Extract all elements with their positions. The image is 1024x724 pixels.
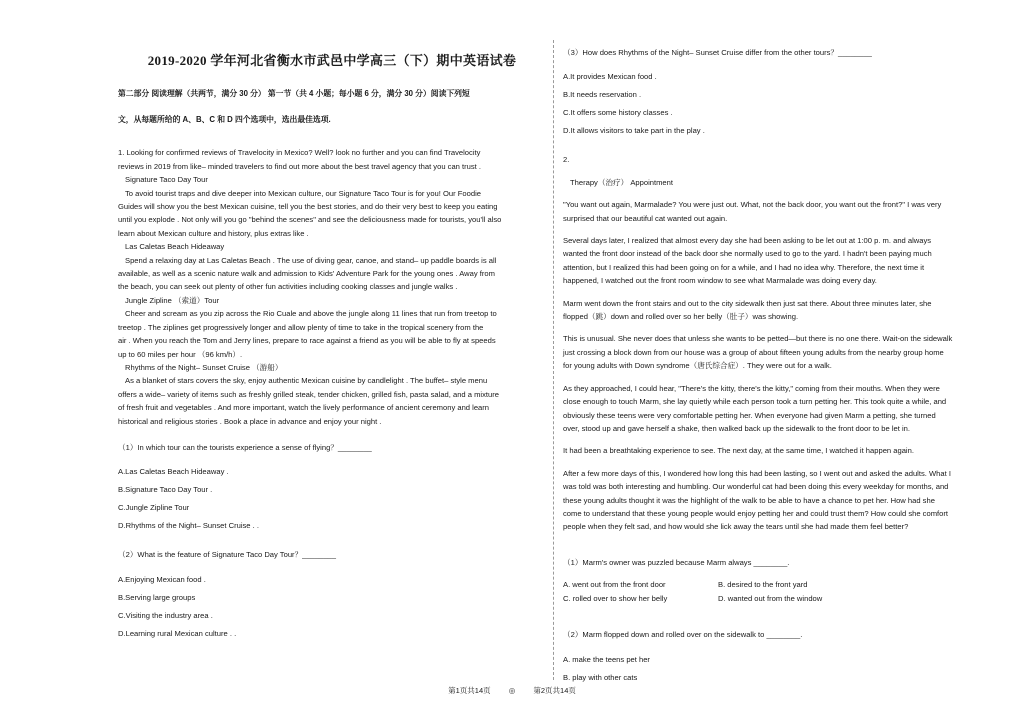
paragraph — [563, 382, 991, 436]
option-c: C.Jungle Zipline Tour — [118, 503, 190, 513]
passage-line: To avoid tourist traps and dive deeper into Mexican culture, our Signature Taco Tour is for you! Our Foodie — [125, 188, 481, 198]
option-b: B.It needs reservation . — [563, 90, 642, 100]
footer-separator: ◎ — [508, 686, 516, 695]
section-instruction-line-2: 文，从每题所给的 A、B、C 和 D 四个选项中，选出最佳选项. — [118, 115, 331, 125]
passage-line: Guides will show you the best Mexican cuisine, tell you the best stories, and do their very best to keep you eating — [118, 202, 498, 212]
paragraph — [563, 332, 991, 372]
passage-line: just crossing a block down from our house was a group of about fifteen young adults from the nearby group home — [563, 347, 944, 357]
option-a: A. make the teens pet her — [563, 654, 650, 664]
section-heading: Signature Taco Day Tour — [125, 175, 208, 185]
section-instruction-line-1: 第二部分 阅读理解（共两节，满分 30 分） 第一节（共 4 小题；每小题 6 分，满分 30 分）阅读下列短 — [118, 89, 470, 99]
page-footer — [0, 685, 1024, 696]
option-b: B.Serving large groups — [118, 592, 196, 602]
passage-line: flopped（跳）down and rolled over so her belly（肚子）was showing. — [563, 312, 799, 322]
passage-line: wanted the front door instead of the back door she normally used to go to the yard. I hadn't been paying much — [563, 249, 932, 259]
passage-line: close enough to touch Marm, she lay quietly while each person took a turn petting her. This took quite a while, and — [563, 397, 947, 407]
passage-line: learn about Mexican culture and history, plus extras like . — [118, 228, 309, 238]
question-text: （2）What is the feature of Signature Taco Day Tour？________ — [118, 550, 336, 560]
passage-line: offers a wide– variety of items such as freshly grilled steak, tender chicken, grilled fish, pasta salad, and a mixture — [118, 389, 499, 399]
option-d: D.Rhythms of the Night– Sunset Cruise . . — [118, 521, 259, 531]
passage-line: up to 60 miles per hour （96 km/h）. — [118, 349, 243, 359]
option-a: A.Enjoying Mexican food . — [118, 574, 206, 584]
passage-line: reviews in 2019 from like– minded travelers to find out more about the best travel agency that you can trust . — [118, 161, 482, 171]
passage-2-title: Therapy（治疗） Appointment — [570, 177, 673, 187]
passage-line: Several days later, I realized that almost every day she had been asking to be let out at 1:00 p. m. and always — [563, 236, 932, 246]
passage-line: these young adults thought it was the highlight of the walk to be able to have a chance to pet her. How had she — [563, 495, 935, 505]
left-column — [118, 44, 546, 643]
passage-line: After a few more days of this, I wondered how long this had been lasting, so I went out and asked the adults. What I — [563, 468, 951, 478]
paragraph — [563, 297, 991, 324]
passage-line: over, stood up and gave herself a shake, then walked back up the sidewalk to the front door to be let in. — [563, 423, 911, 433]
passage-line: for young adults with Down syndrome（唐氏综合症）. They were out for a walk. — [563, 361, 832, 371]
passage-line: was told was both interesting and humbling. Our wonderful cat had been doing this every weekday for months, and — [563, 482, 949, 492]
right-column — [563, 46, 991, 687]
passage-2-question-1 — [563, 556, 991, 606]
question-text: （2）Marm flopped down and rolled over on the sidewalk to ________. — [563, 630, 803, 640]
option-c: C.It offers some history classes . — [563, 108, 673, 118]
option-c: C. rolled over to show her belly — [563, 594, 668, 604]
passage-line: come to understand that these young people would enjoy petting her and could trust them? How could she comfort — [563, 508, 948, 518]
passage-line: happened, I watched out the front room window to see what Marmalade was doing every day. — [563, 276, 877, 286]
passage-line: the beach, you can seek out plenty of other fun activities including cooking classes and jungle walks . — [118, 282, 458, 292]
passage-line: surprised that our beautiful cat wanted out again. — [563, 213, 728, 223]
paragraph — [563, 467, 991, 534]
question-3 — [563, 46, 991, 140]
option-d: D.Learning rural Mexican culture . . — [118, 628, 237, 638]
question-1 — [118, 441, 546, 535]
passage-line: until you explode . Not only will you go "behind the scenes" and see the deliciousness made for tourists, you'll also — [118, 215, 502, 225]
question-text: （3）How does Rhythms of the Night– Sunset Cruise differ from the other tours？________ — [563, 48, 872, 57]
section-heading: Jungle Zipline （索道）Tour — [125, 295, 220, 305]
passage-line: people when they felt sad, and how would she lick away the tears until she had made them feel better? — [563, 522, 909, 532]
paragraph — [563, 198, 991, 225]
passage-line: 1. Looking for confirmed reviews of Travelocity in Mexico? Well? look no further and you can find Travelocity — [118, 148, 481, 158]
exam-title: 2019-2020 学年河北省衡水市武邑中学高三（下）期中英语试卷 — [147, 53, 517, 68]
option-b: B. play with other cats — [563, 672, 638, 682]
passage-line: Marm went down the front stairs and out to the city sidewalk then just sat there. About three minutes later, she — [563, 298, 932, 308]
option-a: A.It provides Mexican food . — [563, 72, 657, 82]
passage-line: attention, but I realized this had been going on for a while, and I had no idea why. Therefore, the next time it — [563, 262, 925, 272]
passage-line: As a blanket of stars covers the sky, enjoy authentic Mexican cuisine by candlelight . The buffet– style menu — [125, 376, 488, 386]
passage-line: historical and religious stories . Book a place in advance and enjoy your night . — [118, 416, 382, 426]
option-a: A. went out from the front door — [563, 580, 666, 590]
question-text: （1）Marm's owner was puzzled because Marm always ________. — [563, 557, 790, 567]
passage-line: air . When you reach the Tom and Jerry lines, prepare to race against a friend as you will be able to fly at speeds — [118, 336, 496, 346]
passage-2 — [563, 198, 991, 534]
passage-line: obviously these teens were very comfortable petting her. When everyone had given Marm a petting, she turned — [563, 410, 936, 420]
passage-line: Spend a relaxing day at Las Caletas Beach . The use of diving gear, canoe, and stand– up paddle boards is all — [125, 255, 497, 265]
column-divider — [553, 40, 554, 680]
passage-1 — [118, 146, 546, 428]
question-2 — [118, 548, 546, 642]
passage-line: "You want out again, Marmalade? You were just out. What, not the back door, you want out the front?" I was very — [563, 200, 942, 210]
passage-line: This is unusual. She never does that unless she wants to be petted—but there is no one there. Wait-on the sidewalk — [563, 334, 953, 344]
passage-line: Cheer and scream as you zip across the Rio Cuale and above the jungle along 11 lines that run from treetop to — [125, 309, 497, 319]
paragraph — [563, 234, 991, 288]
options-grid — [563, 578, 991, 606]
page-number-right: 第2页共14页 — [533, 686, 576, 695]
page-number-left: 第1页共14页 — [448, 686, 491, 695]
passage-line: of fresh fruit and vegetables . And more important, watch the lively performance of ancient ceremony and learn — [118, 403, 490, 413]
passage-line: It had been a breathtaking experience to see. The next day, at the same time, I watched it happen again. — [563, 446, 914, 456]
section-heading: Rhythms of the Night– Sunset Cruise （游船） — [125, 362, 283, 372]
passage-line: treetop . The ziplines get progressively longer and allow plenty of time to take in the tropical scenery from the — [118, 322, 484, 332]
option-d: D.It allows visitors to take part in the play . — [563, 126, 705, 136]
question-text: （1）In which tour can the tourists experience a sense of flying？________ — [118, 442, 372, 452]
passage-line: available, as well as a scenic nature walk and admission to Kids' Adventure Park for the young ones . Away from — [118, 269, 495, 279]
section-heading: Las Caletas Beach Hideaway — [125, 242, 225, 252]
option-a: A.Las Caletas Beach Hideaway . — [118, 467, 229, 477]
passage-2-question-2 — [563, 628, 991, 686]
option-b: B. desired to the front yard — [718, 580, 808, 590]
option-b: B.Signature Taco Day Tour . — [118, 485, 213, 495]
option-c: C.Visiting the industry area . — [118, 610, 213, 620]
option-d: D. wanted out from the window — [718, 594, 823, 604]
paragraph — [563, 444, 991, 457]
passage-2-number: 2. — [563, 155, 570, 165]
passage-line: As they approached, I could hear, "There's the kitty, there's the kitty," coming from their mouths. When they were — [563, 383, 940, 393]
